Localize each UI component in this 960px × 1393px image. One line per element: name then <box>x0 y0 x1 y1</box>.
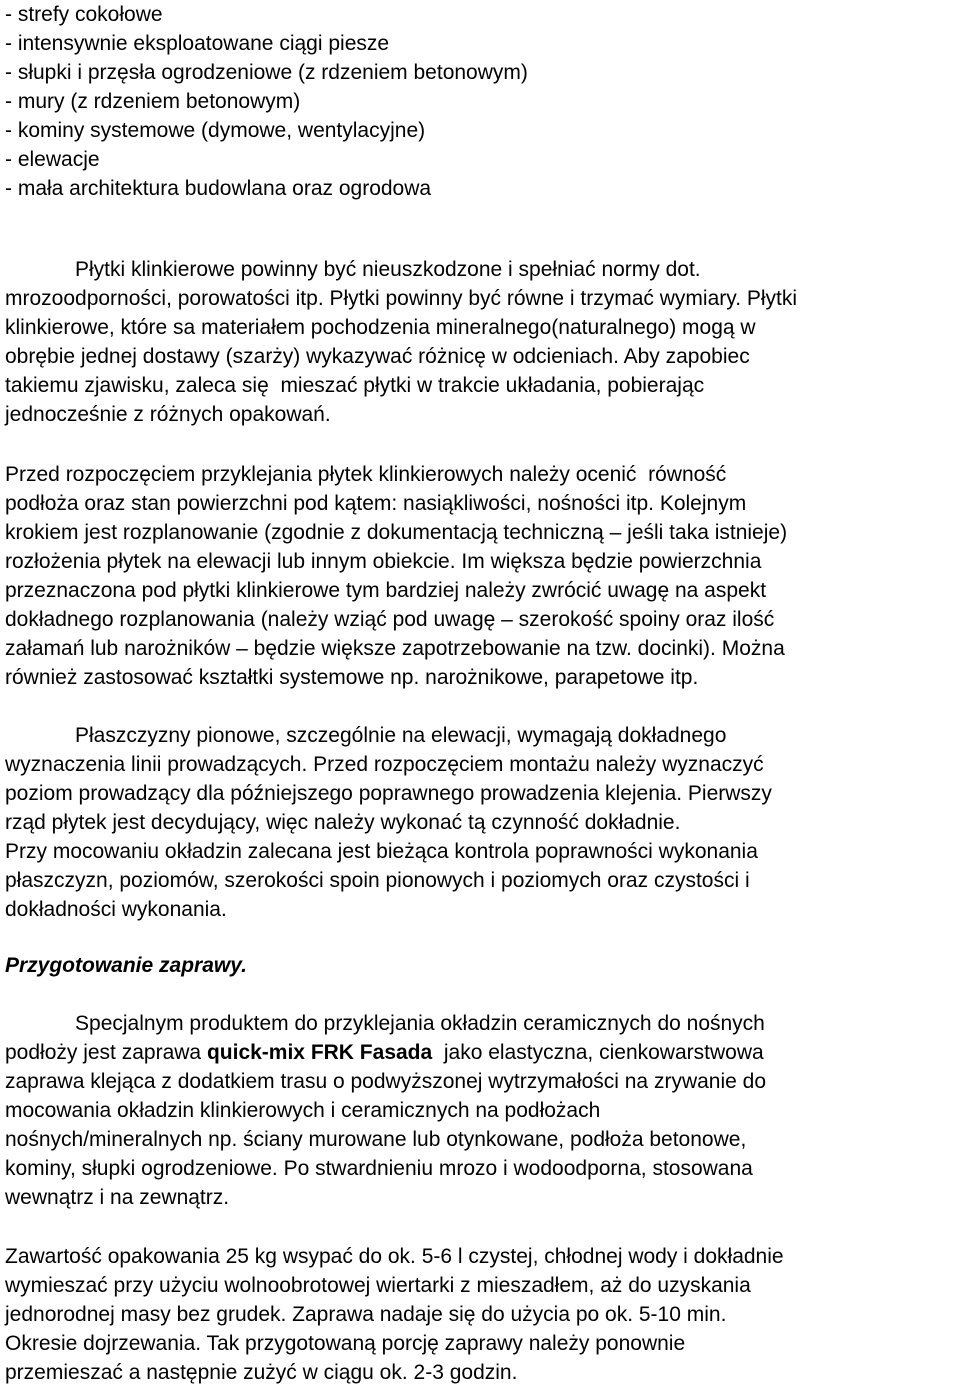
text-fragment: jako elastyczna, cienkowarstwowa <box>432 1041 764 1064</box>
text-line: mocowania okładzin klinkierowych i ceramicznych na podłożach <box>5 1099 601 1122</box>
text-line: podłoża oraz stan powierzchni pod kątem: nasiąkliwości, nośności itp. Kolejnym <box>5 492 747 515</box>
product-name: quick-mix FRK Fasada <box>206 1041 433 1064</box>
paragraph-spacer <box>5 692 945 721</box>
text-line: wewnątrz i na zewnątrz. <box>5 1186 230 1209</box>
text-line: kominy, słupki ogrodzeniowe. Po stwardnieniu mrozo i wodoodporna, stosowana <box>5 1157 753 1180</box>
document-page <box>5 0 945 1387</box>
paragraph-vertical-planes <box>5 721 945 924</box>
text-line: Przy mocowaniu okładzin zalecana jest bieżąca kontrola poprawności wykonania <box>5 840 758 863</box>
text-line: przeznaczona pod płytki klinkierowe tym bardziej należy zwrócić uwagę na aspekt <box>5 579 767 602</box>
text-line: takiemu zjawisku, zaleca się mieszać płytki w trakcie układania, pobierając <box>5 374 705 397</box>
text-line: jednorodnej masy bez grudek. Zaprawa nadaje się do użycia po ok. 5-10 min. <box>5 1303 727 1326</box>
text-line: dokładnego rozplanowania (należy wziąć pod uwagę – szerokość spoiny oraz ilość <box>5 608 775 631</box>
text-line: wymieszać przy użyciu wolnoobrotowej wiertarki z mieszadłem, aż do uzyskania <box>5 1274 751 1297</box>
text-fragment: podłoży jest zaprawa <box>5 1041 207 1064</box>
list-item: - intensywnie eksploatowane ciągi piesze <box>5 32 390 55</box>
paragraph-spacer <box>5 203 945 255</box>
paragraph-spacer <box>5 924 945 951</box>
list-item: - elewacje <box>5 148 100 171</box>
text-line: poziom prowadzący dla późniejszego poprawnego prowadzenia klejenia. Pierwszy <box>5 782 772 805</box>
text-line: płaszczyzn, poziomów, szerokości spoin pionowych i poziomych oraz czystości i <box>5 869 750 892</box>
paragraph-spacer <box>5 1212 945 1242</box>
text-line <box>5 1038 945 1067</box>
text-line: obrębie jednej dostawy (szarży) wykazywać różnicę w odcieniach. Aby zapobiec <box>5 345 750 368</box>
text-line: rozłożenia płytek na elewacji lub innym obiekcie. Im większa będzie powierzchnia <box>5 550 762 573</box>
text-line: dokładności wykonania. <box>5 898 227 921</box>
paragraph-tile-quality <box>5 255 945 429</box>
text-line: Płaszczyzny pionowe, szczególnie na elewacji, wymagają dokładnego <box>5 724 727 747</box>
application-list <box>5 0 945 203</box>
text-line: Płytki klinkierowe powinny być nieuszkodzone i spełniać normy dot. <box>5 258 701 281</box>
text-line: załamań lub narożników – będzie większe zapotrzebowanie na tzw. docinki). Można <box>5 637 785 660</box>
text-line: mrozoodporności, porowatości itp. Płytki powinny być równe i trzymać wymiary. Płytki <box>5 287 798 310</box>
text-line: Okresie dojrzewania. Tak przygotowaną porcję zaprawy należy ponownie <box>5 1332 686 1355</box>
text-line: Przed rozpoczęciem przyklejania płytek klinkierowych należy ocenić równość <box>5 463 727 486</box>
paragraph-spacer <box>5 980 945 1009</box>
paragraph-mixing-instructions <box>5 1242 945 1387</box>
text-line: Zawartość opakowania 25 kg wsypać do ok. 5-6 l czystej, chłodnej wody i dokładnie <box>5 1245 784 1268</box>
list-item: - kominy systemowe (dymowe, wentylacyjne) <box>5 119 426 142</box>
text-line: jednocześnie z różnych opakowań. <box>5 403 331 426</box>
paragraph-spacer <box>5 429 945 460</box>
text-line: przemieszać a następnie zużyć w ciągu ok. 2-3 godzin. <box>5 1361 518 1384</box>
text-line: krokiem jest rozplanowanie (zgodnie z dokumentacją techniczną – jeśli taka istnieje) <box>5 521 788 544</box>
section-heading: Przygotowanie zaprawy. <box>5 954 247 977</box>
list-item: - strefy cokołowe <box>5 3 163 26</box>
text-line: wyznaczenia linii prowadzących. Przed rozpoczęciem montażu należy wyznaczyć <box>5 753 764 776</box>
paragraph-surface-preparation <box>5 460 945 692</box>
text-line: również zastosować kształtki systemowe np. narożnikowe, parapetowe itp. <box>5 666 699 689</box>
list-item: - słupki i przęsła ogrodzeniowe (z rdzeniem betonowym) <box>5 61 528 84</box>
text-line: Specjalnym produktem do przyklejania okładzin ceramicznych do nośnych <box>5 1012 765 1035</box>
text-line: rząd płytek jest decydujący, więc należy wykonać tą czynność dokładnie. <box>5 811 681 834</box>
paragraph-product-description <box>5 1009 945 1212</box>
text-line: nośnych/mineralnych np. ściany murowane lub otynkowane, podłoża betonowe, <box>5 1128 747 1151</box>
text-line: klinkierowe, które sa materiałem pochodzenia mineralnego(naturalnego) mogą w <box>5 316 756 339</box>
list-item: - mała architektura budowlana oraz ogrodowa <box>5 177 432 200</box>
list-item: - mury (z rdzeniem betonowym) <box>5 90 301 113</box>
text-line: zaprawa klejąca z dodatkiem trasu o podwyższonej wytrzymałości na zrywanie do <box>5 1070 767 1093</box>
